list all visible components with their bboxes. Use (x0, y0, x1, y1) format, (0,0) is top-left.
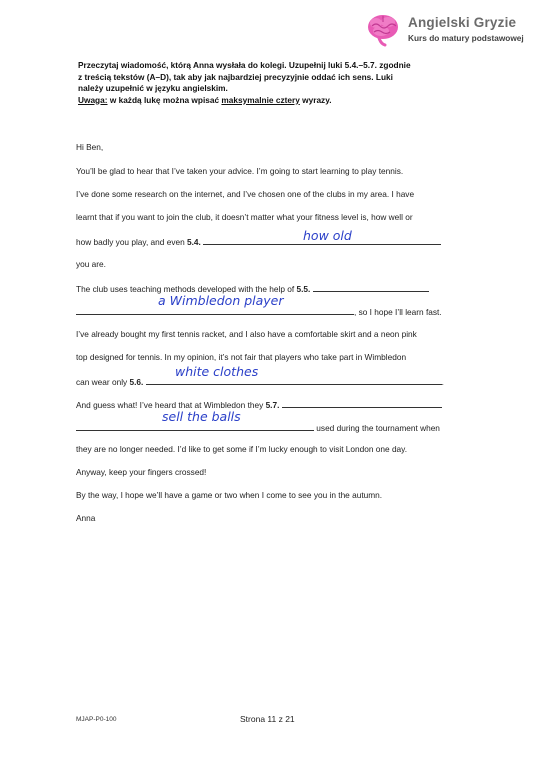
letter-line: I’ve done some research on the internet, and I’ve chosen one of the clubs in my area. I have (76, 189, 415, 199)
answer-55: a Wimbledon player (158, 293, 284, 308)
letter-line-gap-56 (76, 375, 444, 387)
letter-text: , so I hope I’ll learn fast. (354, 307, 442, 317)
brand-logo (364, 12, 544, 48)
letter-line: top designed for tennis. In my opinion, it’s not fair that players who take part in Wimbledon (76, 352, 407, 362)
brand-title: Angielski Gryzie (408, 15, 517, 30)
letter-line: Anyway, keep your fingers crossed! (76, 467, 207, 477)
letter-signature: Anna (76, 513, 96, 523)
letter-text: . (441, 377, 444, 387)
task-instructions (78, 60, 498, 106)
letter-line: they are no longer needed. I’d like to get some if I’m lucky enough to visit London one day. (76, 444, 408, 454)
gap-57-blank-a[interactable] (282, 398, 442, 408)
answer-56: white clothes (175, 364, 259, 379)
letter-line-gap-54 (76, 235, 441, 247)
instruction-line: należy uzupełnić w języku angielskim. (78, 83, 228, 93)
letter-line: learnt that if you want to join the club, it doesn’t matter what your fitness level is, how well or (76, 212, 413, 222)
gap-number-57: 5.7. (265, 400, 280, 410)
note-text: w każdą lukę można wpisać (107, 94, 222, 105)
letter-line: I’ve already bought my first tennis racket, and I also have a comfortable skirt and a neon pink (76, 329, 417, 339)
document-code: MJAP-P0-100 (76, 716, 117, 723)
note-text-end: wyrazy. (299, 94, 332, 105)
letter-line-gap-57 (76, 398, 442, 410)
gap-number-55: 5.5. (296, 284, 311, 294)
letter-text: used during the tournament when (314, 423, 440, 433)
brain-icon (364, 12, 402, 48)
answer-54: how old (303, 228, 352, 243)
instruction-line: z treścią tekstów (A–D), tak aby jak najbardziej precyzyjnie oddać ich sens. Luki (78, 71, 393, 82)
letter-line: you are. (76, 259, 106, 269)
letter-text: And guess what! I’ve heard that at Wimbledon they (76, 400, 266, 410)
gap-55-blank-a[interactable] (313, 282, 429, 292)
note-emphasis: maksymalnie cztery (221, 94, 300, 105)
letter-text: can wear only (76, 377, 130, 387)
brand-subtitle: Kurs do matury podstawowej (408, 33, 524, 43)
gap-number-54: 5.4. (187, 237, 201, 247)
page-number: Strona 11 z 21 (240, 714, 295, 724)
letter-line-gap-57-cont (76, 421, 440, 433)
instruction-note (78, 95, 498, 107)
letter-text: how badly you play, and even (76, 237, 188, 247)
letter-greeting: Hi Ben, (76, 142, 104, 152)
answer-57: sell the balls (162, 409, 241, 424)
letter-line: By the way, I hope we’ll have a game or two when I come to see you in the autumn. (76, 490, 383, 500)
letter-line: You’ll be glad to hear that I’ve taken your advice. I’m going to start learning to play tennis. (76, 166, 404, 176)
instruction-line: Przeczytaj wiadomość, którą Anna wysłała do kolegi. Uzupełnij luki 5.4.–5.7. zgodnie (78, 60, 411, 70)
note-label: Uwaga: (78, 94, 108, 105)
gap-number-56: 5.6. (129, 377, 144, 387)
letter-text: The club uses teaching methods developed with the help of (76, 284, 297, 294)
